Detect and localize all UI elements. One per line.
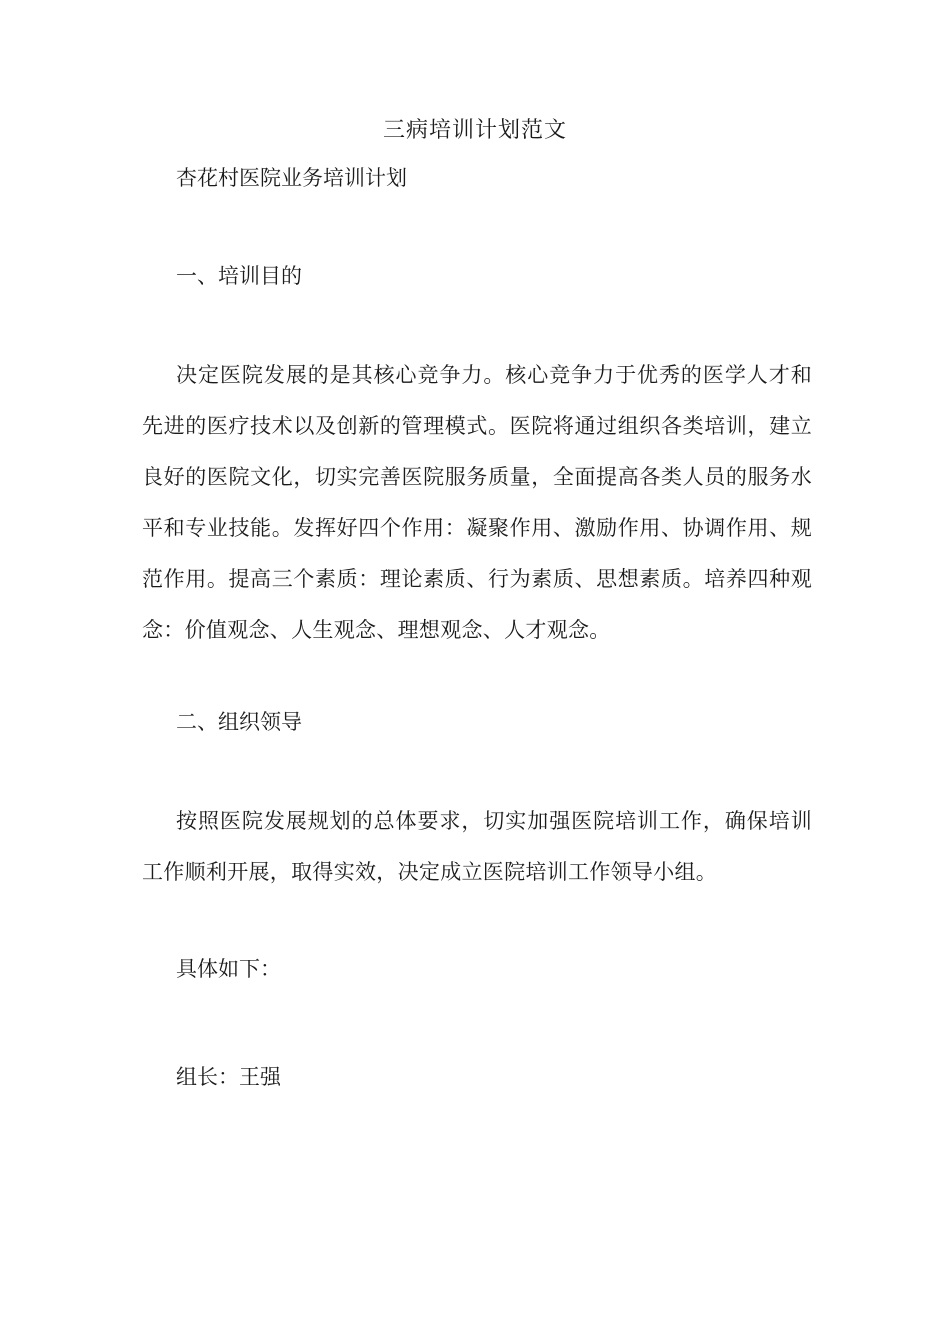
document-title: 三病培训计划范文 [382,118,567,143]
section-heading-training-purpose: 一、培训目的 [176,264,302,288]
leader-line: 组长：王强 [176,1065,281,1089]
details-intro: 具体如下： [176,957,281,981]
paragraph-organization-leadership: 按照医院发展规划的总体要求，切实加强医院培训工作，确保培训工作顺利开展，取得实效，决定成立医院培训工作领导小组。 [142,809,812,884]
section-heading-organization-leadership: 二、组织领导 [176,710,302,734]
document-subtitle: 杏花村医院业务培训计划 [176,166,407,190]
paragraph-training-purpose: 决定医院发展的是其核心竞争力。核心竞争力于优秀的医学人才和先进的医疗技术以及创新的管理模式。医院将通过组织各类培训，建立良好的医院文化，切实完善医院服务质量，全面提高各类人员的服务水平和专业技能。发挥好四个作用：凝聚作用、激励作用、协调作用、规范作用。提高三个素质：理论素质、行为素质、思想素质。培养四种观念：价值观念、人生观念、理想观念、人才观念。 [142,363,812,642]
